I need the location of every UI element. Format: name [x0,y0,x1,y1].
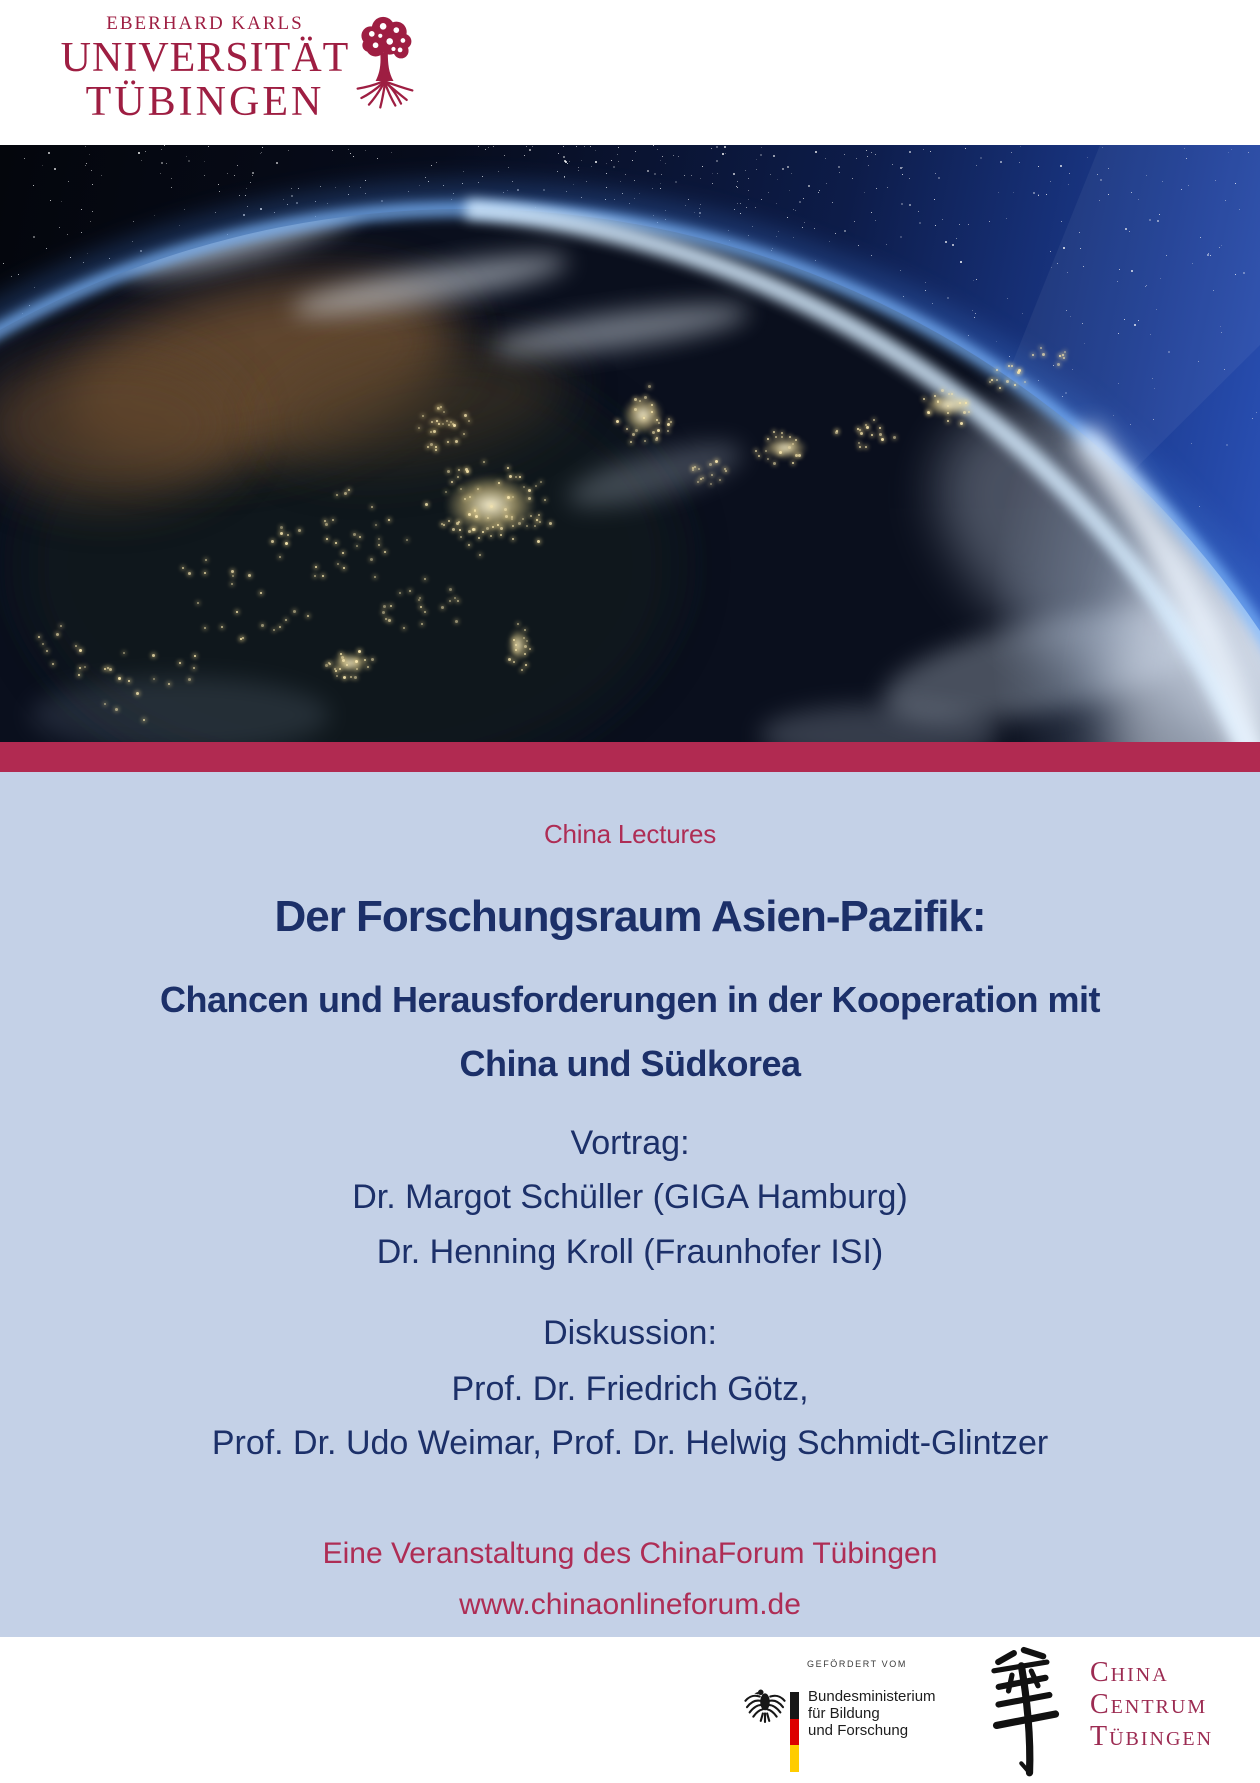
earth-night-photo [0,145,1260,742]
event-subtitle-line2: China und Südkorea [459,1043,801,1084]
event-subtitle-line1: Chancen und Herausforderungen in der Kooperation mit [159,979,1101,1020]
lecture-heading: Vortrag: [570,1124,690,1162]
funding-label: GEFÖRDERT VOM [807,1659,907,1669]
event-subtitle [0,968,1260,1096]
speaker-2: Dr. Henning Kroll (Fraunhofer ISI) [376,1233,884,1271]
flag-red-segment [790,1719,799,1746]
flag-black-segment [790,1692,799,1719]
speaker-1: Dr. Margot Schüller (GIGA Hamburg) [352,1178,908,1216]
ministry-line1: Bundesministerium [808,1688,936,1705]
sponsor-footer [0,1637,1260,1783]
university-name-city: TÜBINGEN [85,79,325,125]
series-label: China Lectures [543,819,717,849]
discussion-heading: Diskussion: [543,1314,717,1352]
german-flag-stripe [790,1692,799,1772]
china-centre-line1: China [1090,1657,1169,1688]
university-name-main: UNIVERSITÄT [60,35,350,81]
organizer-note: Eine Veranstaltung des ChinaForum Tübingen [322,1537,938,1570]
ministry-name [808,1688,936,1739]
earth-globe-graphic [0,145,1260,742]
page-header [0,0,1260,145]
ministry-line3: und Forschung [808,1722,909,1739]
crimson-divider-bar [0,742,1260,772]
organizer-block [0,1528,1260,1630]
university-tree-icon [352,12,418,123]
federal-eagle-icon [743,1687,787,1728]
event-title: Der Forschungsraum Asien-Pazifik: [274,892,986,941]
discussants-line2: Prof. Dr. Udo Weimar, Prof. Dr. Helwig Schmidt-Glintzer [211,1424,1049,1462]
china-centre-wordmark [1090,1657,1213,1753]
website-url[interactable]: www.chinaonlineforum.de [459,1588,801,1621]
event-info-panel [0,772,1260,1637]
flag-gold-segment [790,1745,799,1772]
university-name-top: EBERHARD KARLS [106,13,304,34]
university-wordmark [50,14,360,123]
china-centre-line2: Centrum [1090,1689,1208,1720]
ministry-line2: für Bildung [808,1705,880,1722]
china-centre-line3: Tübingen [1090,1721,1214,1752]
china-centre-calligraphy-icon [988,1643,1062,1782]
speaker-list [0,1170,1260,1280]
discussant-list [0,1362,1260,1470]
discussants-line1: Prof. Dr. Friedrich Götz, [451,1370,809,1408]
